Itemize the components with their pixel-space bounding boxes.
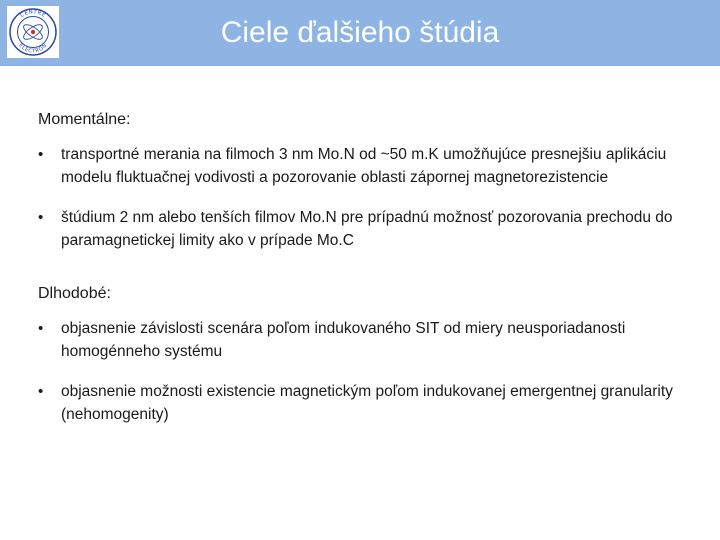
list-item — [38, 318, 698, 363]
bullet-icon: • — [38, 209, 44, 226]
logo-text-top: CENTRE — [19, 9, 47, 20]
section-heading-current: Momentálne: — [38, 111, 131, 128]
list-item-text: transportné merania na filmoch 3 nm Mo.N od ~50 m.K umožňujúce presnejšiu aplikáciu modelu fluktuačnej vodivosti a pozorovanie oblasti zápornej magnetorezistencie — [61, 146, 667, 186]
list-item — [38, 381, 698, 426]
list-item-text: štúdium 2 nm alebo tenších filmov Mo.N pre prípadnú možnosť pozorovania prechodu do paramagnetickej limity ako v prípade Mo.C — [61, 209, 673, 249]
bullet-icon: • — [38, 320, 44, 337]
institution-logo-icon — [7, 6, 59, 58]
bullet-icon: • — [38, 146, 44, 163]
slide-content — [38, 108, 698, 444]
title-bar — [0, 0, 720, 66]
list-item — [38, 144, 698, 189]
page-title: Ciele ďalšieho štúdia — [220, 16, 500, 49]
logo-text-bottom: ELECTRON — [17, 42, 49, 55]
bullet-list-longterm — [38, 318, 698, 426]
list-item-text: objasnenie závislosti scenára poľom indukovaného SIT od miery neusporiadanosti homogénneho systému — [61, 320, 626, 360]
section-heading-longterm: Dlhodobé: — [38, 285, 111, 302]
bullet-icon: • — [38, 383, 44, 400]
list-item-text: objasnenie možnosti existencie magnetickým poľom indukovanej emergentnej granularity (nehomogenity) — [61, 383, 673, 423]
bullet-list-current — [38, 144, 698, 252]
list-item — [38, 207, 698, 252]
